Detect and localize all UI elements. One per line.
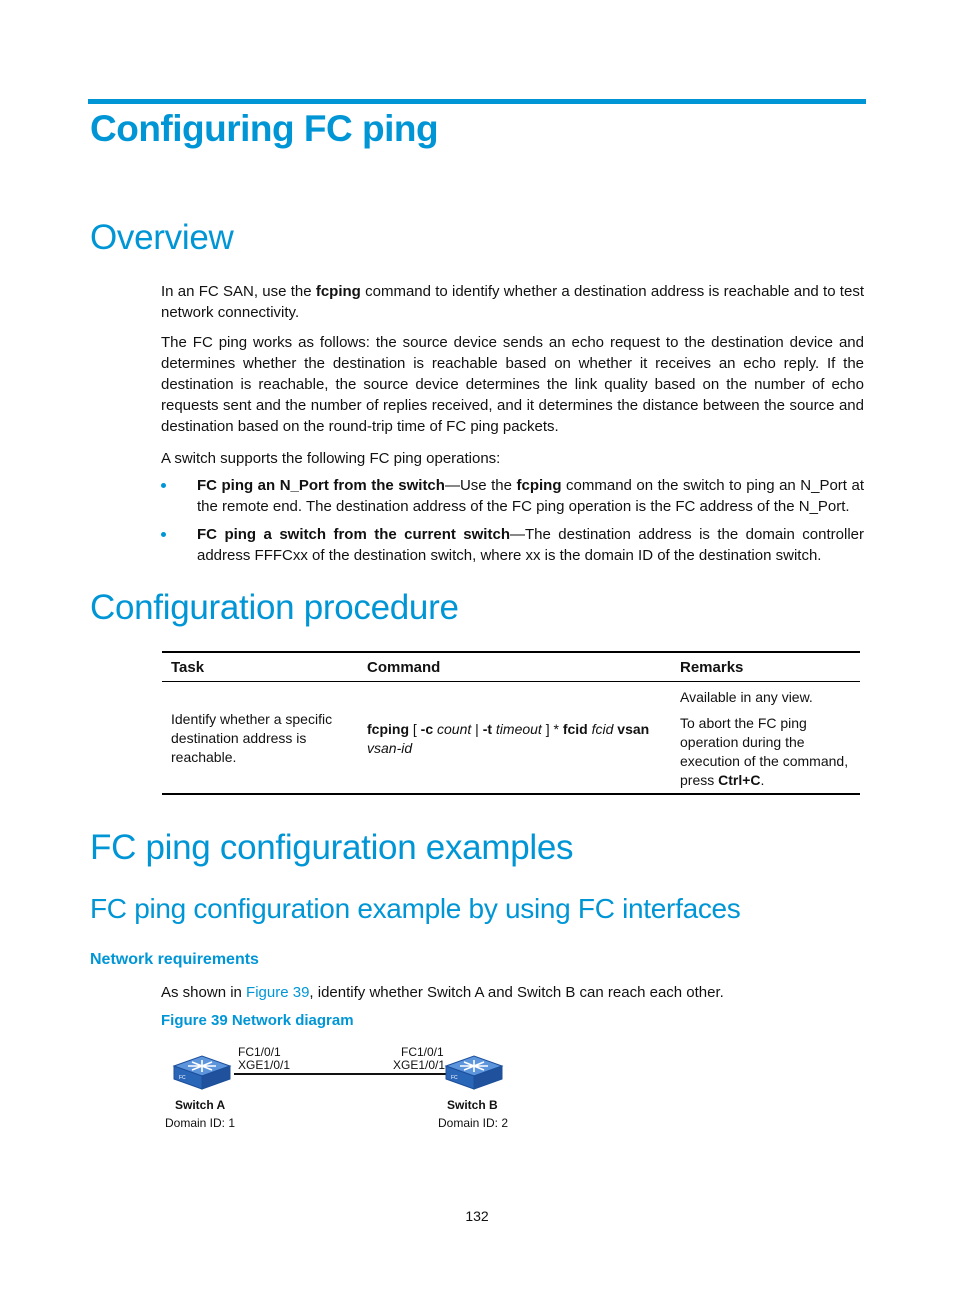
figure-caption: Figure 39 Network diagram [161,1012,354,1029]
table-header-command: Command [367,659,441,676]
table-header-task: Task [171,659,205,676]
overview-paragraph-3: A switch supports the following FC ping operations: [161,450,501,467]
page-number: 132 [465,1208,489,1224]
switch-a-name: Switch A [175,1098,226,1112]
switch-a-port-xge: XGE1/0/1 [238,1058,291,1072]
procedure-heading: Configuration procedure [90,588,459,627]
procedure-table [162,651,860,795]
switch-a-icon [174,1056,230,1089]
bullet-item-switch: FC ping a switch from the current switch—The destination address is the domain controller address FFFCxx of the destination switch, where xx is the domain ID of the destination switch. [161,524,864,566]
examples-heading: FC ping configuration examples [90,828,574,867]
chapter-top-rule [88,99,866,104]
switch-a-port-fc: FC1/0/1 [238,1045,281,1059]
overview-heading: Overview [90,218,234,257]
table-cell-command: fcping [ -c count | -t timeout ] * fcid fcid vsan vsan-id [367,721,650,756]
network-requirements-heading: Network requirements [90,951,259,968]
switch-a-domain: Domain ID: 1 [165,1116,236,1130]
table-top-rule [162,651,860,653]
overview-paragraph-1: In an FC SAN, use the fcping command to identify whether a destination address is reachable and to test network connectivity. [161,283,864,321]
bullet-item-nport: FC ping an N_Port from the switch—Use the fcping command on the switch to ping an N_Port at the remote end. The destination address of the FC ping operation is the FC address of the N_Port. [161,475,864,517]
switch-b-domain: Domain ID: 2 [438,1116,509,1130]
table-cell-task: Identify whether a specific destination address is reachable. [171,711,333,765]
switch-b-icon [446,1056,502,1089]
switch-b-port-fc: FC1/0/1 [401,1045,444,1059]
table-header-remarks: Remarks [680,659,744,676]
network-diagram [162,1040,562,1140]
table-header-rule [162,681,860,682]
table-cell-remarks-1: Available in any view. [680,689,813,705]
figure-link[interactable]: Figure 39 [246,984,310,1001]
bullet-dot-icon [161,532,166,537]
chapter-title: Configuring FC ping [90,108,439,149]
svg-text:FC: FC [179,1075,186,1081]
requirements-paragraph: As shown in Figure 39, identify whether Switch A and Switch B can reach each other. [161,984,724,1001]
switch-b-port-xge: XGE1/0/1 [393,1058,446,1072]
svg-text:FC: FC [451,1075,458,1081]
table-bottom-rule [162,793,860,795]
switch-b-name: Switch B [447,1098,498,1112]
bullet-dot-icon [161,483,166,488]
table-cell-remarks-2: To abort the FC ping operation during the execution of the command, press Ctrl+C. [680,715,849,788]
examples-subheading: FC ping configuration example by using FC interfaces [90,893,741,924]
overview-paragraph-2: The FC ping works as follows: the source device sends an echo request to the destination device and determines whether the destination is reachable based on whether it receives an echo reply. If the destination is reachable, the source device determines the link quality based on the number of echo requests sent and the number of replies received, and it determines the distance between the source and destination based on the round-trip time of FC ping packets. [161,334,864,435]
